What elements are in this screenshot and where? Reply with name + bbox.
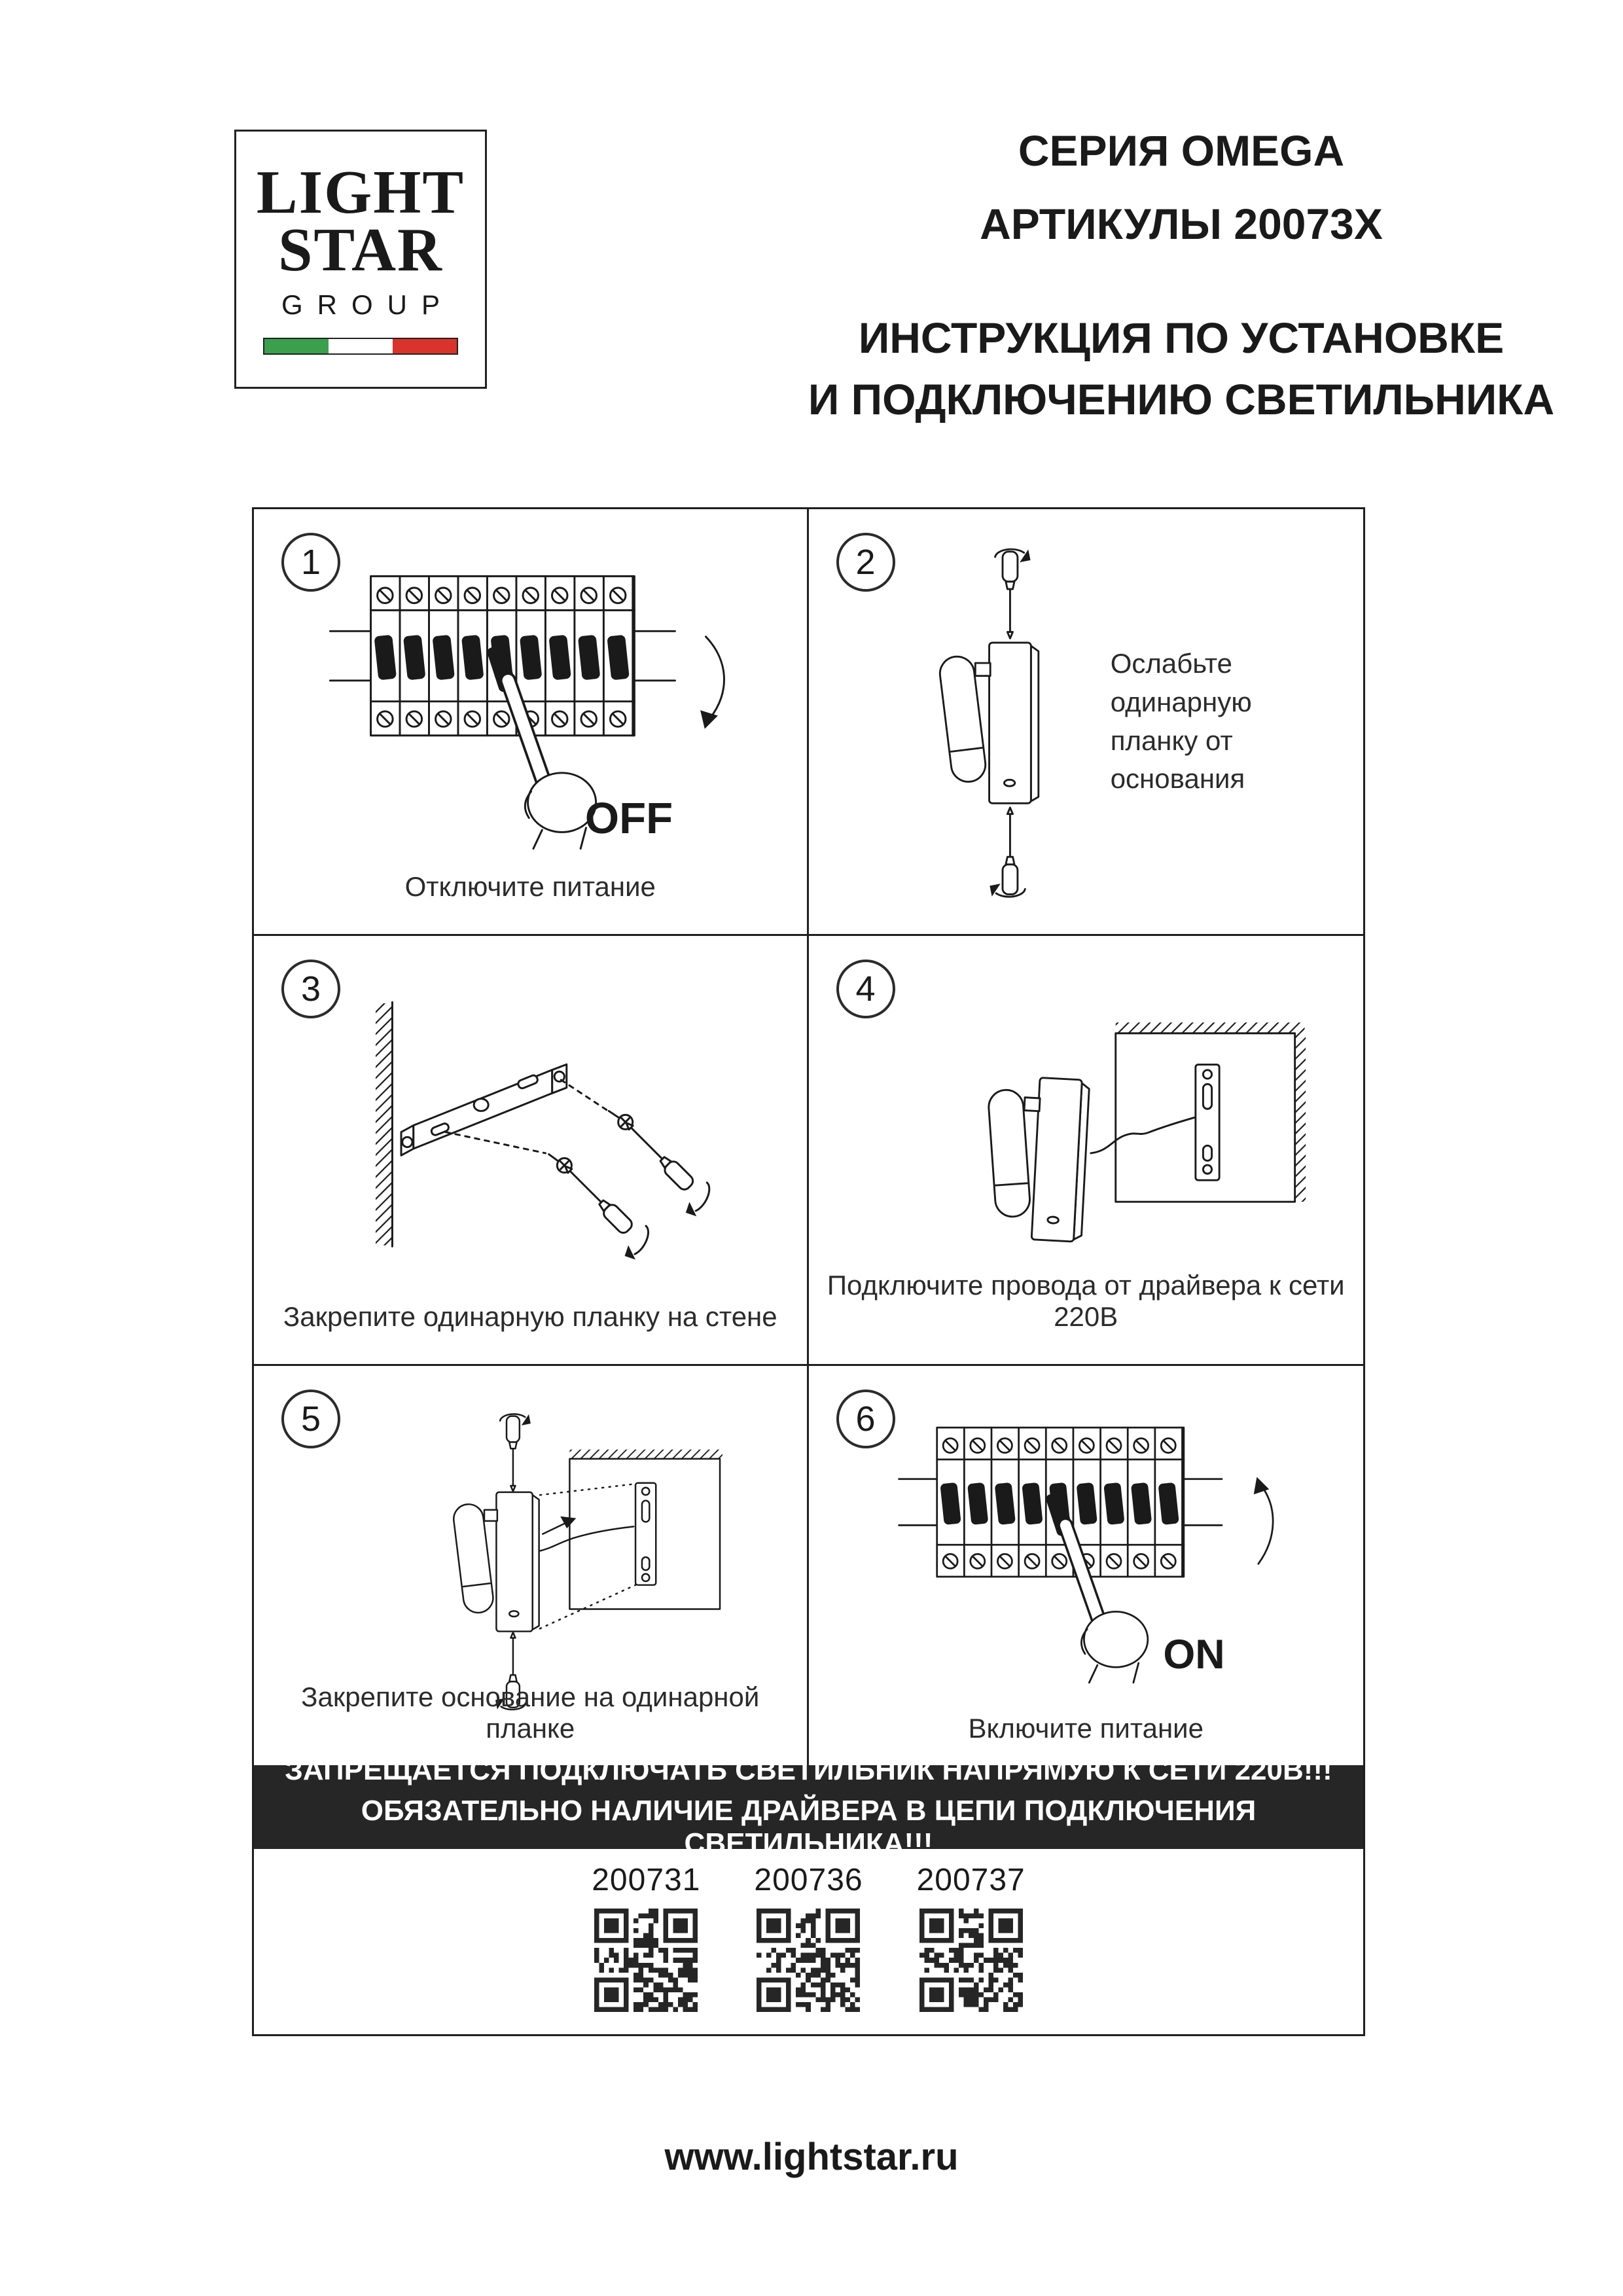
step-2-number-badge: 2 [836,533,895,592]
step-3-panel [254,936,809,1366]
step-4-number-badge: 4 [836,960,895,1018]
circuit-breaker-on-icon [891,1397,1281,1685]
warning-line-2: ОБЯЗАТЕЛЬНО НАЛИЧИЕ ДРАЙВЕРА В ЦЕПИ ПОДКЛЮЧЕНИЯ СВЕТИЛЬНИКА!!! [361,1795,1257,1859]
instruction-title-line1: ИНСТРУКЦИЯ ПО УСТАНОВКЕ [858,314,1505,362]
fix-bracket-to-wall-icon [313,970,747,1281]
step-5-caption: Закрепите основание на одинарной планке [301,1681,760,1744]
circuit-breaker-off-icon [321,543,739,851]
warning-banner [254,1754,1363,1859]
on-label: ON [1163,1631,1225,1677]
article-number: 200736 [754,1863,863,1897]
qr-code-200731 [594,1909,698,2012]
fix-base-on-bracket-icon [338,1412,722,1728]
step-1-caption: Отключите питание [404,871,656,902]
header-titles [746,126,1616,424]
step-4-caption: Подключите провода от драйвера к сети 220В [827,1270,1345,1332]
warning-line-1: ЗАПРЕЩАЕТСЯ ПОДКЛЮЧАТЬ СВЕТИЛЬНИК НАПРЯМУЮ К СЕТИ 220В!!! [285,1754,1332,1786]
logo-word-star: STAR [278,216,443,284]
steps-grid [252,507,1365,2036]
article-item-200736 [754,1862,863,2012]
step-4-panel [809,936,1364,1366]
step-3-caption: Закрепите одинарную планку на стене [283,1301,777,1332]
step-3-number-badge: 3 [281,960,340,1018]
article-number: 200737 [916,1863,1026,1897]
flag-white-band [329,339,393,353]
article-item-200737 [917,1862,1026,2012]
step-6-caption: Включите питание [968,1713,1204,1744]
step-3-illustration-wrap [254,958,807,1292]
qr-code-200737 [919,1909,1023,2012]
step-5-panel [254,1366,809,1765]
series-title: СЕРИЯ OMEGA [1018,126,1345,175]
step-1-illustration-wrap [254,531,807,862]
step-6-panel [809,1366,1364,1765]
article-item-200731 [592,1862,700,2012]
article-number: 200731 [592,1863,701,1897]
qr-code-200736 [757,1909,860,2012]
italian-flag-icon [263,338,458,355]
connect-driver-wires-icon [862,974,1310,1276]
step-4-illustration-wrap [809,958,1364,1292]
instruction-title-line2: И ПОДКЛЮЧЕНИЮ СВЕТИЛЬНИКА [808,375,1555,423]
logo-word-light: LIGHT [256,158,465,226]
step-2-caption: Ослабьте одинарную планку от основания [1110,647,1252,795]
lightstar-logo [234,130,487,389]
step-1-panel [254,509,809,936]
step-5-number-badge: 5 [281,1390,340,1448]
loosen-bracket-icon [885,545,1088,899]
article-qr-row [254,1849,1363,2034]
logo-word-group: GROUP [281,289,454,321]
step-6-illustration-wrap [809,1388,1364,1693]
step-6-number-badge: 6 [836,1390,895,1448]
flag-red-band [393,339,457,353]
step-2-panel [809,509,1364,936]
articles-title: АРТИКУЛЫ 20073Х [980,200,1383,248]
off-label: OFF [585,793,673,843]
flag-green-band [264,339,329,353]
step-1-number-badge: 1 [281,533,340,592]
website-url: www.lightstar.ru [664,2136,959,2178]
